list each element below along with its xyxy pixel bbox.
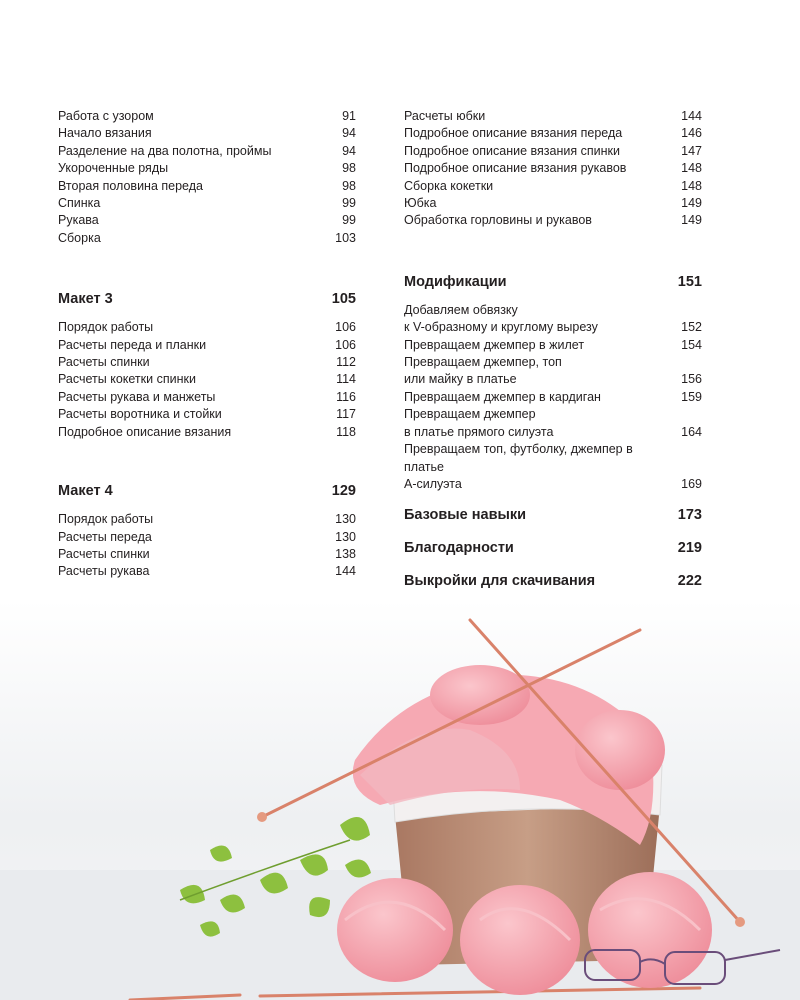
toc-entry[interactable] xyxy=(58,160,356,177)
toc-entry-title: Превращаем топ, футболку, джемпер в платье xyxy=(404,442,633,474)
toc-entry-title: Начало вязания xyxy=(58,126,152,141)
toc-entry-page: 130 xyxy=(335,512,356,527)
toc-entry-title: Расчеты рукава и манжеты xyxy=(58,389,216,404)
toc-entry[interactable] xyxy=(404,354,702,371)
toc-entry-page: 106 xyxy=(335,320,356,335)
toc-entry[interactable] xyxy=(58,546,356,563)
toc-entry[interactable] xyxy=(58,389,356,406)
toc-entry-title: Разделение на два полотна, проймы xyxy=(58,143,272,158)
toc-entry[interactable] xyxy=(58,195,356,212)
toc-entry-page: 117 xyxy=(336,407,356,422)
toc-entry-title: Сборка xyxy=(58,230,101,245)
toc-entry-page: 98 xyxy=(342,161,356,176)
toc-entry-title: Порядок работы xyxy=(58,320,154,335)
toc-entry-title: Превращаем джемпер в жилет xyxy=(404,337,585,352)
toc-entry-page: 144 xyxy=(335,564,356,579)
toc-entry[interactable] xyxy=(58,354,356,371)
toc-entry-page: 118 xyxy=(336,424,356,439)
toc-entry-page: 94 xyxy=(342,143,356,158)
section-title: Макет 4 xyxy=(58,483,113,500)
toc-entry-title: Расчеты спинки xyxy=(58,355,150,370)
toc-section-modifications[interactable] xyxy=(404,272,702,292)
toc-entry-page: 98 xyxy=(342,178,356,193)
knitting-photo xyxy=(0,600,800,1000)
section-page: 222 xyxy=(677,573,702,590)
toc-entry-page: 154 xyxy=(681,337,702,352)
toc-entry-page: 94 xyxy=(342,126,356,141)
toc-entry[interactable] xyxy=(404,476,702,493)
toc-entry[interactable] xyxy=(58,529,356,546)
toc-entry-title: Превращаем джемпер в кардиган xyxy=(404,389,601,404)
toc-entry-page: 144 xyxy=(681,109,702,123)
toc-entry-title: Юбка xyxy=(404,196,437,211)
toc-entry[interactable] xyxy=(404,441,702,476)
toc-entry-page: 103 xyxy=(335,230,356,245)
toc-entry[interactable] xyxy=(404,389,702,406)
toc-right-column xyxy=(404,108,702,591)
toc-entry-title: Добавляем обвязку xyxy=(404,302,518,317)
toc-entry[interactable] xyxy=(404,143,702,160)
toc-entry[interactable] xyxy=(58,108,356,125)
toc-entry-page: 106 xyxy=(335,337,356,352)
toc-entry-page: 99 xyxy=(342,213,356,228)
yarn-ball-icon xyxy=(575,710,665,790)
toc-entry[interactable] xyxy=(58,125,356,142)
toc-entry[interactable] xyxy=(58,143,356,160)
section-page: 129 xyxy=(331,483,356,500)
toc-entry[interactable] xyxy=(58,230,356,247)
toc-entry[interactable] xyxy=(404,371,702,388)
toc-entry-page: 149 xyxy=(681,196,702,211)
toc-entry[interactable] xyxy=(404,337,702,354)
toc-entry-page: 159 xyxy=(681,389,702,404)
toc-entry[interactable] xyxy=(404,195,702,212)
toc-entry[interactable] xyxy=(404,406,702,423)
toc-entry-title: Расчеты переда и планки xyxy=(58,337,207,352)
toc-list-right-b xyxy=(404,302,702,493)
toc-entry-title: Спинка xyxy=(58,196,101,211)
section-title: Модификации xyxy=(404,273,507,290)
toc-entry[interactable] xyxy=(404,424,702,441)
toc-entry[interactable] xyxy=(58,337,356,354)
toc-entry[interactable] xyxy=(58,563,356,580)
toc-entry-title: Порядок работы xyxy=(58,512,154,527)
toc-entry-title: Подробное описание вязания xyxy=(58,424,232,439)
toc-entry[interactable] xyxy=(58,511,356,528)
toc-entry-title: Расчеты переда xyxy=(58,529,152,544)
toc-entry[interactable] xyxy=(404,212,702,229)
toc-entry[interactable] xyxy=(404,108,702,125)
toc-entry-title: Подробное описание вязания рукавов xyxy=(404,161,627,176)
toc-entry-page: 112 xyxy=(336,355,356,370)
toc-list-left-b xyxy=(58,319,356,441)
toc-entry-page: 91 xyxy=(342,109,356,123)
toc-entry[interactable] xyxy=(404,302,702,319)
toc-entry-page: 147 xyxy=(681,143,702,158)
toc-entry-page: 152 xyxy=(681,320,702,335)
section-page: 105 xyxy=(331,291,356,308)
toc-entry-title: Расчеты спинки xyxy=(58,546,150,561)
toc-entry-title: Превращаем джемпер xyxy=(404,407,536,422)
toc-entry-page: 116 xyxy=(336,389,356,404)
toc-left-column xyxy=(58,108,356,581)
toc-entry-title: Подробное описание вязания спинки xyxy=(404,143,620,158)
toc-entry-title: А-силуэта xyxy=(404,476,462,491)
toc-section-maket-3[interactable] xyxy=(58,289,356,309)
toc-entry[interactable] xyxy=(58,371,356,388)
toc-entry-title: Расчеты рукава xyxy=(58,564,150,579)
section-title: Базовые навыки xyxy=(404,507,527,524)
section-title: Благодарности xyxy=(404,540,514,557)
toc-list-left-c xyxy=(58,511,356,581)
toc-entry[interactable] xyxy=(404,125,702,142)
toc-entry-title: к V-образному и круглому вырезу xyxy=(404,320,598,335)
toc-entry-page: 138 xyxy=(335,546,356,561)
toc-entry-page: 148 xyxy=(681,178,702,193)
toc-entry-title: или майку в платье xyxy=(404,372,517,387)
toc-section-maket-4[interactable] xyxy=(58,481,356,501)
toc-entry-title: Расчеты юбки xyxy=(404,109,486,123)
toc-entry[interactable] xyxy=(404,178,702,195)
toc-entry[interactable] xyxy=(58,319,356,336)
toc-entry-page: 164 xyxy=(681,424,702,439)
toc-section-thanks[interactable] xyxy=(404,538,702,558)
toc-entry-page: 114 xyxy=(336,372,356,387)
toc-entry-page: 130 xyxy=(335,529,356,544)
section-title: Выкройки для скачивания xyxy=(404,573,596,590)
toc-entry-title: Рукава xyxy=(58,213,99,228)
toc-section-downloads[interactable] xyxy=(404,571,702,591)
toc-entry-title: Расчеты воротника и стойки xyxy=(58,407,222,422)
toc-entry[interactable] xyxy=(58,406,356,423)
toc-section-basic-skills[interactable] xyxy=(404,505,702,525)
toc-entry[interactable] xyxy=(58,424,356,441)
toc-entry-page: 99 xyxy=(342,196,356,211)
toc-entry[interactable] xyxy=(58,178,356,195)
toc-entry-title: Расчеты кокетки спинки xyxy=(58,372,196,387)
toc-entry-title: Сборка кокетки xyxy=(404,178,494,193)
toc-list-right-a xyxy=(404,108,702,230)
toc-entry-page: 148 xyxy=(681,161,702,176)
toc-list-left-a xyxy=(58,108,356,247)
toc-entry-title: в платье прямого силуэта xyxy=(404,424,554,439)
section-page: 219 xyxy=(677,540,702,557)
toc-entry[interactable] xyxy=(404,319,702,336)
toc-entry-title: Вторая половина переда xyxy=(58,178,203,193)
section-page: 173 xyxy=(677,507,702,524)
toc-entry-title: Подробное описание вязания переда xyxy=(404,126,623,141)
toc-entry[interactable] xyxy=(58,212,356,229)
toc-entry-title: Превращаем джемпер, топ xyxy=(404,355,562,370)
toc-entry-title: Укороченные ряды xyxy=(58,161,169,176)
section-title: Макет 3 xyxy=(58,291,113,308)
toc-entry-title: Обработка горловины и рукавов xyxy=(404,213,592,228)
section-page: 151 xyxy=(677,273,702,290)
toc-entry[interactable] xyxy=(404,160,702,177)
toc-entry-page: 146 xyxy=(681,126,702,141)
toc-entry-page: 156 xyxy=(681,372,702,387)
toc-entry-page: 149 xyxy=(681,213,702,228)
toc-entry-page: 169 xyxy=(681,476,702,491)
toc-entry-title: Работа с узором xyxy=(58,109,154,123)
